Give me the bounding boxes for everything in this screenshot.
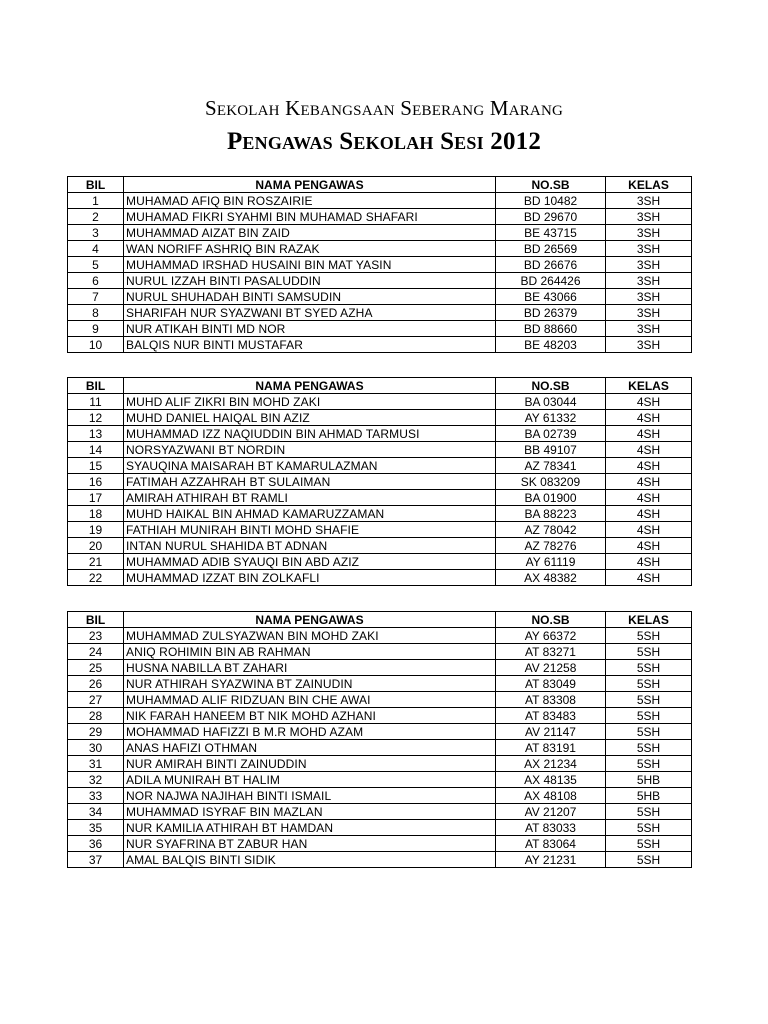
kelas-cell: 4SH	[606, 570, 692, 586]
table-row	[68, 241, 692, 257]
no-sb-cell: AV 21147	[496, 724, 606, 740]
no-sb-cell: BA 01900	[496, 490, 606, 506]
no-sb-cell: AT 83191	[496, 740, 606, 756]
no-sb-cell: BA 02739	[496, 426, 606, 442]
table-row	[68, 442, 692, 458]
table-row	[68, 820, 692, 836]
bil-cell: 20	[68, 538, 124, 554]
column-header-nama-pengawas: NAMA PENGAWAS	[124, 612, 496, 628]
kelas-cell: 3SH	[606, 321, 692, 337]
table-row	[68, 522, 692, 538]
nama-pengawas-cell: NURUL SHUHADAH BINTI SAMSUDIN	[124, 289, 496, 305]
nama-pengawas-cell: AMIRAH ATHIRAH BT RAMLI	[124, 490, 496, 506]
nama-pengawas-cell: HUSNA NABILLA BT ZAHARI	[124, 660, 496, 676]
bil-cell: 3	[68, 225, 124, 241]
nama-pengawas-cell: NUR SYAFRINA BT ZABUR HAN	[124, 836, 496, 852]
kelas-cell: 4SH	[606, 490, 692, 506]
table-row	[68, 740, 692, 756]
bil-cell: 11	[68, 394, 124, 410]
nama-pengawas-cell: NUR KAMILIA ATHIRAH BT HAMDAN	[124, 820, 496, 836]
kelas-cell: 4SH	[606, 506, 692, 522]
no-sb-cell: BD 26569	[496, 241, 606, 257]
table-row	[68, 676, 692, 692]
no-sb-cell: AY 61119	[496, 554, 606, 570]
bil-cell: 36	[68, 836, 124, 852]
kelas-cell: 3SH	[606, 241, 692, 257]
kelas-cell: 3SH	[606, 257, 692, 273]
nama-pengawas-cell: INTAN NURUL SHAHIDA BT ADNAN	[124, 538, 496, 554]
table-row	[68, 506, 692, 522]
no-sb-cell: AX 21234	[496, 756, 606, 772]
no-sb-cell: AV 21258	[496, 660, 606, 676]
roster-table-2	[67, 377, 692, 586]
table-row	[68, 337, 692, 353]
kelas-cell: 5SH	[606, 628, 692, 644]
nama-pengawas-cell: MUHAMMAD ALIF RIDZUAN BIN CHE AWAI	[124, 692, 496, 708]
no-sb-cell: AT 83033	[496, 820, 606, 836]
bil-cell: 10	[68, 337, 124, 353]
bil-cell: 30	[68, 740, 124, 756]
roster-table-3	[67, 611, 692, 868]
bil-cell: 17	[68, 490, 124, 506]
bil-cell: 19	[68, 522, 124, 538]
nama-pengawas-cell: MOHAMMAD HAFIZZI B M.R MOHD AZAM	[124, 724, 496, 740]
table-row	[68, 788, 692, 804]
bil-cell: 25	[68, 660, 124, 676]
no-sb-cell: AZ 78341	[496, 458, 606, 474]
table-row	[68, 225, 692, 241]
kelas-cell: 5SH	[606, 676, 692, 692]
nama-pengawas-cell: NUR ATIKAH BINTI MD NOR	[124, 321, 496, 337]
bil-cell: 37	[68, 852, 124, 868]
kelas-cell: 5SH	[606, 804, 692, 820]
bil-cell: 5	[68, 257, 124, 273]
bil-cell: 35	[68, 820, 124, 836]
no-sb-cell: AT 83049	[496, 676, 606, 692]
nama-pengawas-cell: MUHD HAIKAL BIN AHMAD KAMARUZZAMAN	[124, 506, 496, 522]
table-row	[68, 708, 692, 724]
nama-pengawas-cell: MUHAMAD FIKRI SYAHMI BIN MUHAMAD SHAFARI	[124, 209, 496, 225]
kelas-cell: 5SH	[606, 852, 692, 868]
nama-pengawas-cell: NURUL IZZAH BINTI PASALUDDIN	[124, 273, 496, 289]
column-header-nama-pengawas: NAMA PENGAWAS	[124, 177, 496, 193]
table-row	[68, 490, 692, 506]
nama-pengawas-cell: SHARIFAH NUR SYAZWANI BT SYED AZHA	[124, 305, 496, 321]
column-header-kelas: KELAS	[606, 378, 692, 394]
kelas-cell: 3SH	[606, 273, 692, 289]
bil-cell: 18	[68, 506, 124, 522]
nama-pengawas-cell: MUHAMMAD ISYRAF BIN MAZLAN	[124, 804, 496, 820]
no-sb-cell: BB 49107	[496, 442, 606, 458]
nama-pengawas-cell: MUHD ALIF ZIKRI BIN MOHD ZAKI	[124, 394, 496, 410]
bil-cell: 29	[68, 724, 124, 740]
bil-cell: 6	[68, 273, 124, 289]
table-row	[68, 410, 692, 426]
no-sb-cell: BD 26676	[496, 257, 606, 273]
column-header-no-sb: NO.SB	[496, 612, 606, 628]
kelas-cell: 4SH	[606, 474, 692, 490]
kelas-cell: 3SH	[606, 289, 692, 305]
table-row	[68, 570, 692, 586]
kelas-cell: 5HB	[606, 772, 692, 788]
table-row	[68, 257, 692, 273]
nama-pengawas-cell: ANAS HAFIZI OTHMAN	[124, 740, 496, 756]
table-row	[68, 474, 692, 490]
nama-pengawas-cell: BALQIS NUR BINTI MUSTAFAR	[124, 337, 496, 353]
nama-pengawas-cell: MUHD DANIEL HAIQAL BIN AZIZ	[124, 410, 496, 426]
column-header-nama-pengawas: NAMA PENGAWAS	[124, 378, 496, 394]
bil-cell: 23	[68, 628, 124, 644]
bil-cell: 16	[68, 474, 124, 490]
kelas-cell: 4SH	[606, 458, 692, 474]
bil-cell: 8	[68, 305, 124, 321]
table-row	[68, 321, 692, 337]
nama-pengawas-cell: NUR AMIRAH BINTI ZAINUDDIN	[124, 756, 496, 772]
bil-cell: 34	[68, 804, 124, 820]
bil-cell: 33	[68, 788, 124, 804]
bil-cell: 24	[68, 644, 124, 660]
no-sb-cell: BD 264426	[496, 273, 606, 289]
bil-cell: 26	[68, 676, 124, 692]
column-header-no-sb: NO.SB	[496, 177, 606, 193]
bil-cell: 2	[68, 209, 124, 225]
kelas-cell: 5HB	[606, 788, 692, 804]
no-sb-cell: BD 29670	[496, 209, 606, 225]
nama-pengawas-cell: MUHAMMAD ADIB SYAUQI BIN ABD AZIZ	[124, 554, 496, 570]
no-sb-cell: BE 43066	[496, 289, 606, 305]
kelas-cell: 5SH	[606, 756, 692, 772]
kelas-cell: 5SH	[606, 740, 692, 756]
bil-cell: 1	[68, 193, 124, 209]
no-sb-cell: AT 83308	[496, 692, 606, 708]
kelas-cell: 4SH	[606, 538, 692, 554]
roster-table-1	[67, 176, 692, 353]
nama-pengawas-cell: NOR NAJWA NAJIHAH BINTI ISMAIL	[124, 788, 496, 804]
school-name: Sekolah Kebangsaan Seberang Marang	[204, 96, 564, 120]
no-sb-cell: AX 48382	[496, 570, 606, 586]
table-row	[68, 193, 692, 209]
no-sb-cell: AX 48135	[496, 772, 606, 788]
bil-cell: 9	[68, 321, 124, 337]
no-sb-cell: BA 03044	[496, 394, 606, 410]
no-sb-cell: AZ 78276	[496, 538, 606, 554]
kelas-cell: 5SH	[606, 820, 692, 836]
nama-pengawas-cell: MUHAMMAD IRSHAD HUSAINI BIN MAT YASIN	[124, 257, 496, 273]
bil-cell: 14	[68, 442, 124, 458]
kelas-cell: 4SH	[606, 522, 692, 538]
bil-cell: 4	[68, 241, 124, 257]
column-header-bil: BIL	[68, 177, 124, 193]
bil-cell: 28	[68, 708, 124, 724]
kelas-cell: 3SH	[606, 337, 692, 353]
no-sb-cell: SK 083209	[496, 474, 606, 490]
bil-cell: 27	[68, 692, 124, 708]
column-header-kelas: KELAS	[606, 177, 692, 193]
no-sb-cell: AX 48108	[496, 788, 606, 804]
kelas-cell: 4SH	[606, 426, 692, 442]
no-sb-cell: AY 61332	[496, 410, 606, 426]
kelas-cell: 3SH	[606, 305, 692, 321]
table-header-row	[68, 177, 692, 193]
nama-pengawas-cell: FATHIAH MUNIRAH BINTI MOHD SHAFIE	[124, 522, 496, 538]
bil-cell: 15	[68, 458, 124, 474]
nama-pengawas-cell: MUHAMMAD IZZ NAQIUDDIN BIN AHMAD TARMUSI	[124, 426, 496, 442]
kelas-cell: 5SH	[606, 644, 692, 660]
column-header-bil: BIL	[68, 612, 124, 628]
kelas-cell: 3SH	[606, 193, 692, 209]
no-sb-cell: BE 43715	[496, 225, 606, 241]
table-row	[68, 724, 692, 740]
column-header-no-sb: NO.SB	[496, 378, 606, 394]
nama-pengawas-cell: ANIQ ROHIMIN BIN AB RAHMAN	[124, 644, 496, 660]
no-sb-cell: BD 88660	[496, 321, 606, 337]
no-sb-cell: AT 83064	[496, 836, 606, 852]
kelas-cell: 5SH	[606, 836, 692, 852]
kelas-cell: 4SH	[606, 442, 692, 458]
nama-pengawas-cell: MUHAMMAD AIZAT BIN ZAID	[124, 225, 496, 241]
table-header-row	[68, 612, 692, 628]
kelas-cell: 4SH	[606, 554, 692, 570]
document-title: Pengawas Sekolah Sesi 2012	[226, 128, 542, 155]
nama-pengawas-cell: MUHAMMAD IZZAT BIN ZOLKAFLI	[124, 570, 496, 586]
nama-pengawas-cell: NUR ATHIRAH SYAZWINA BT ZAINUDIN	[124, 676, 496, 692]
table-row	[68, 209, 692, 225]
table-row	[68, 644, 692, 660]
table-row	[68, 458, 692, 474]
bil-cell: 7	[68, 289, 124, 305]
table-row	[68, 692, 692, 708]
kelas-cell: 5SH	[606, 724, 692, 740]
kelas-cell: 4SH	[606, 394, 692, 410]
nama-pengawas-cell: ADILA MUNIRAH BT HALIM	[124, 772, 496, 788]
kelas-cell: 5SH	[606, 708, 692, 724]
nama-pengawas-cell: MUHAMAD AFIQ BIN ROSZAIRIE	[124, 193, 496, 209]
kelas-cell: 5SH	[606, 692, 692, 708]
no-sb-cell: AT 83483	[496, 708, 606, 724]
table-row	[68, 628, 692, 644]
bil-cell: 13	[68, 426, 124, 442]
kelas-cell: 5SH	[606, 660, 692, 676]
table-row	[68, 852, 692, 868]
no-sb-cell: BA 88223	[496, 506, 606, 522]
nama-pengawas-cell: NORSYAZWANI BT NORDIN	[124, 442, 496, 458]
bil-cell: 32	[68, 772, 124, 788]
nama-pengawas-cell: SYAUQINA MAISARAH BT KAMARULAZMAN	[124, 458, 496, 474]
table-row	[68, 426, 692, 442]
no-sb-cell: BD 26379	[496, 305, 606, 321]
kelas-cell: 3SH	[606, 225, 692, 241]
column-header-bil: BIL	[68, 378, 124, 394]
table-header-row	[68, 378, 692, 394]
no-sb-cell: AT 83271	[496, 644, 606, 660]
no-sb-cell: BD 10482	[496, 193, 606, 209]
table-row	[68, 804, 692, 820]
no-sb-cell: AY 21231	[496, 852, 606, 868]
table-row	[68, 554, 692, 570]
column-header-kelas: KELAS	[606, 612, 692, 628]
bil-cell: 12	[68, 410, 124, 426]
table-row	[68, 772, 692, 788]
table-row	[68, 394, 692, 410]
nama-pengawas-cell: NIK FARAH HANEEM BT NIK MOHD AZHANI	[124, 708, 496, 724]
no-sb-cell: AV 21207	[496, 804, 606, 820]
nama-pengawas-cell: MUHAMMAD ZULSYAZWAN BIN MOHD ZAKI	[124, 628, 496, 644]
table-row	[68, 836, 692, 852]
nama-pengawas-cell: FATIMAH AZZAHRAH BT SULAIMAN	[124, 474, 496, 490]
table-row	[68, 305, 692, 321]
table-row	[68, 538, 692, 554]
bil-cell: 21	[68, 554, 124, 570]
nama-pengawas-cell: WAN NORIFF ASHRIQ BIN RAZAK	[124, 241, 496, 257]
table-row	[68, 289, 692, 305]
bil-cell: 31	[68, 756, 124, 772]
table-row	[68, 660, 692, 676]
no-sb-cell: BE 48203	[496, 337, 606, 353]
no-sb-cell: AY 66372	[496, 628, 606, 644]
table-row	[68, 273, 692, 289]
kelas-cell: 3SH	[606, 209, 692, 225]
table-row	[68, 756, 692, 772]
nama-pengawas-cell: AMAL BALQIS BINTI SIDIK	[124, 852, 496, 868]
bil-cell: 22	[68, 570, 124, 586]
no-sb-cell: AZ 78042	[496, 522, 606, 538]
kelas-cell: 4SH	[606, 410, 692, 426]
